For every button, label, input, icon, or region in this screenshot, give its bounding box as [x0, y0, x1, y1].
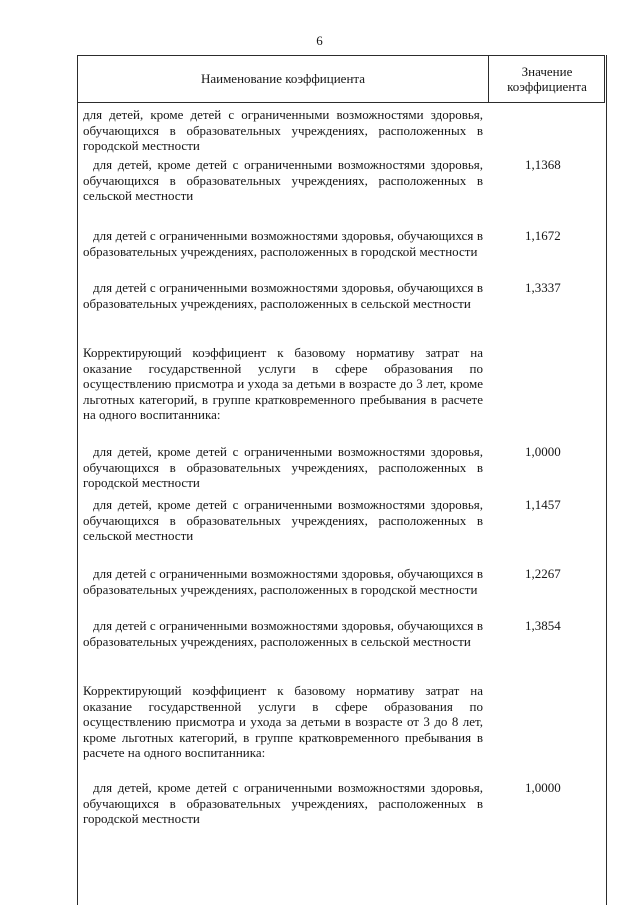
- row-text: для детей с ограниченными возможностями здоровья, обучающихся в образовательных учреждениях, расположенных в сельской местности: [83, 618, 483, 649]
- row-text: для детей, кроме детей с ограниченными возможностями здоровья, обучающихся в образовательных учреждениях, расположенных в городской местности: [83, 444, 483, 491]
- row-value: 1,2267: [525, 566, 561, 581]
- row-value: 1,0000: [525, 780, 561, 795]
- row-text: для детей с ограниченными возможностями здоровья, обучающихся в образовательных учреждениях, расположенных в городской местности: [83, 228, 483, 259]
- row-text: для детей, кроме детей с ограниченными возможностями здоровья, обучающихся в образовательных учреждениях, расположенных в сельской местности: [83, 497, 483, 544]
- row-value: 1,1672: [525, 228, 561, 243]
- header-coefficient-name: Наименование коэффициента: [200, 71, 366, 86]
- header-value-line-1: Значение: [521, 64, 573, 79]
- row-value: 1,1368: [525, 157, 561, 172]
- page-number: 6: [316, 33, 323, 48]
- row-text: для детей, кроме детей с ограниченными возможностями здоровья, обучающихся в образовательных учреждениях, расположенных в городской местности: [83, 107, 483, 154]
- row-text: для детей, кроме детей с ограниченными возможностями здоровья, обучающихся в образовательных учреждениях, расположенных в городской местности: [83, 780, 483, 827]
- row-text: для детей с ограниченными возможностями здоровья, обучающихся в образовательных учреждениях, расположенных в сельской местности: [83, 280, 483, 311]
- row-text: для детей, кроме детей с ограниченными возможностями здоровья, обучающихся в образовательных учреждениях, расположенных в сельской местности: [83, 157, 483, 204]
- row-text: для детей с ограниченными возможностями здоровья, обучающихся в образовательных учреждениях, расположенных в городской местности: [83, 566, 483, 597]
- header-value-line-2: коэффициента: [507, 79, 587, 94]
- header-coefficient-value: [489, 55, 605, 103]
- row-text: Корректирующий коэффициент к базовому нормативу затрат на оказание государственной услуги в сфере образования по осуществлению присмотра и ухода за детьми в возрасте до 3 лет, кроме льготных категорий, в группе кратковременного пребывания в расчете на одного воспитанника:: [83, 345, 483, 423]
- row-value: 1,3854: [525, 618, 561, 633]
- row-text: Корректирующий коэффициент к базовому нормативу затрат на оказание государственной услуги в сфере образования по осуществлению присмотра и ухода за детьми в возрасте от 3 до 8 лет, кроме льготных категорий, в группе кратковременного пребывания в расчете на одного воспитанника:: [83, 683, 483, 761]
- row-value: 1,1457: [525, 497, 561, 512]
- row-value: 1,0000: [525, 444, 561, 459]
- row-value: 1,3337: [525, 280, 561, 295]
